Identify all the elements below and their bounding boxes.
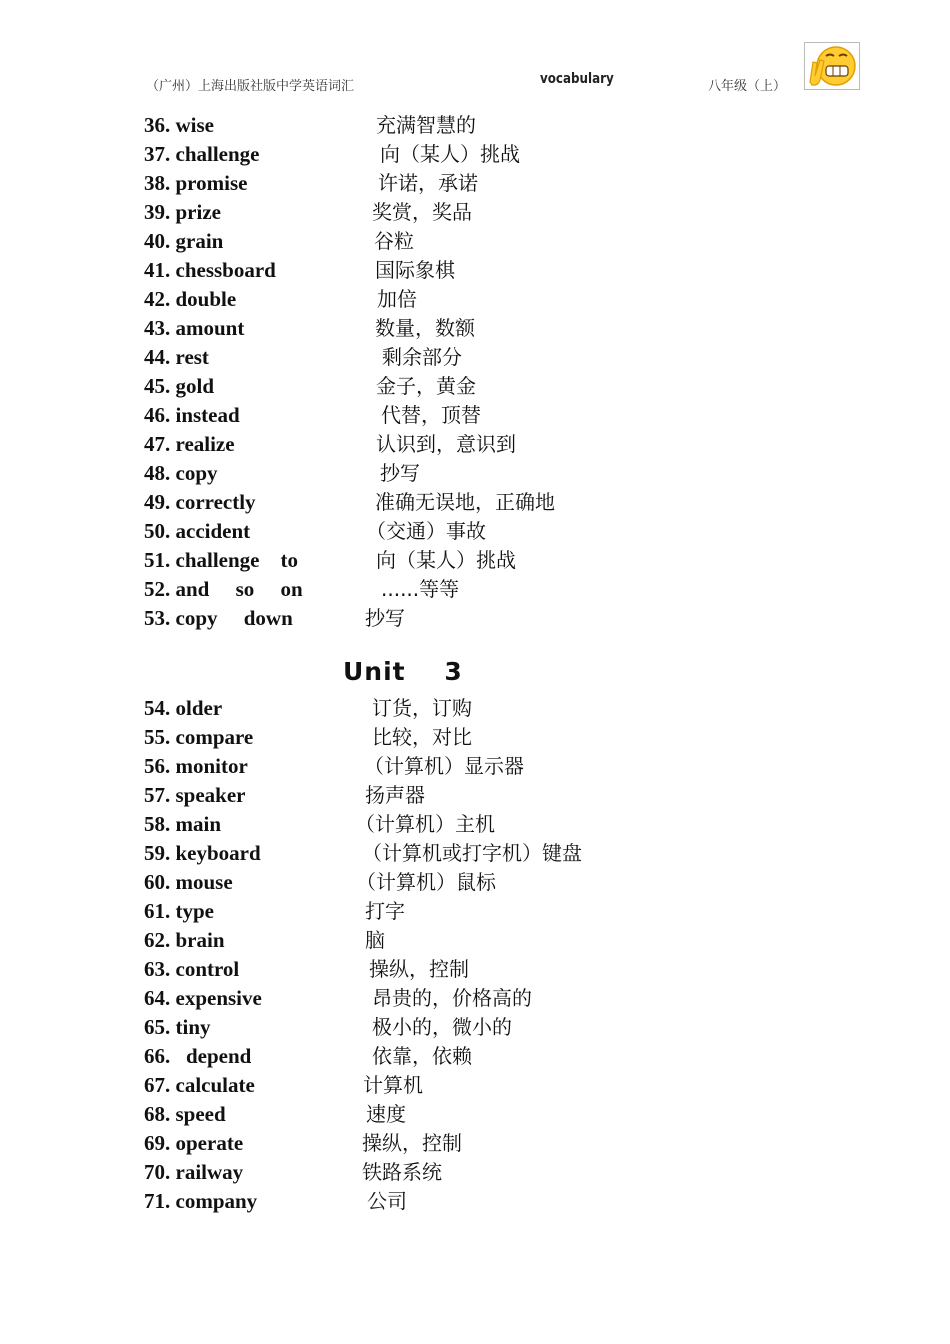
vocab-chinese: 订货，订购 [372, 696, 472, 720]
vocab-english: 58. main [144, 812, 222, 836]
vocab-english: 40. grain [144, 229, 224, 253]
vocab-english: 57. speaker [144, 783, 246, 807]
vocab-row [0, 984, 950, 1013]
vocab-chinese: 扬声器 [365, 783, 425, 807]
vocab-row [0, 343, 950, 372]
vocab-chinese: 奖赏，奖品 [372, 200, 472, 224]
vocab-row [0, 575, 950, 604]
vocab-chinese: 准确无误地，正确地 [375, 490, 555, 514]
vocab-english: 55. compare [144, 725, 254, 749]
vocab-row [0, 955, 950, 984]
vocab-chinese: 铁路系统 [362, 1160, 442, 1184]
vocab-english: 71. company [144, 1189, 258, 1213]
vocab-row [0, 314, 950, 343]
vocab-row [0, 1013, 950, 1042]
vocab-chinese: （交通）事故 [366, 519, 486, 543]
vocab-english: 64. expensive [144, 986, 262, 1010]
vocab-row [0, 488, 950, 517]
vocab-english: 65. tiny [144, 1015, 211, 1039]
vocab-chinese: 金子，黄金 [376, 374, 476, 398]
vocab-row [0, 517, 950, 546]
vocab-chinese: 谷粒 [374, 229, 414, 253]
vocab-row [0, 694, 950, 723]
vocab-english: 62. brain [144, 928, 225, 952]
vocab-english: 48. copy [144, 461, 218, 485]
vocab-row [0, 1158, 950, 1187]
vocab-row [0, 752, 950, 781]
vocab-chinese: （计算机）显示器 [364, 754, 524, 778]
vocab-row [0, 285, 950, 314]
vocab-row [0, 169, 950, 198]
vocab-english: 50. accident [144, 519, 251, 543]
vocab-row [0, 897, 950, 926]
vocab-english: 61. type [144, 899, 214, 923]
vocab-chinese: 充满智慧的 [376, 113, 476, 137]
emoji-peace-sign-icon [804, 42, 860, 90]
vocab-row [0, 810, 950, 839]
vocab-chinese: 剩余部分 [382, 345, 462, 369]
vocab-chinese: 公司 [367, 1189, 407, 1213]
vocab-row [0, 1187, 950, 1216]
vocab-english: 37. challenge [144, 142, 260, 166]
vocab-chinese: 抄写 [365, 606, 405, 630]
vocab-row [0, 256, 950, 285]
vocab-english: 52. and so on [144, 577, 303, 601]
vocab-row [0, 1042, 950, 1071]
vocab-row [0, 140, 950, 169]
vocab-english: 60. mouse [144, 870, 233, 894]
vocab-english: 39. prize [144, 200, 221, 224]
vocab-english: 46. instead [144, 403, 240, 427]
vocab-row [0, 227, 950, 256]
vocab-chinese: （计算机）主机 [355, 812, 495, 836]
vocab-english: 68. speed [144, 1102, 226, 1126]
vocab-english: 56. monitor [144, 754, 248, 778]
vocab-english: 70. railway [144, 1160, 244, 1184]
vocab-english: 47. realize [144, 432, 235, 456]
vocab-row [0, 401, 950, 430]
vocab-chinese: 认识到，意识到 [376, 432, 516, 456]
vocab-english: 63. control [144, 957, 240, 981]
vocab-chinese: ......等等 [381, 577, 460, 601]
vocab-row [0, 430, 950, 459]
vocab-chinese: 昂贵的，价格高的 [372, 986, 532, 1010]
vocab-english: 42. double [144, 287, 237, 311]
header-left-title: （广州）上海出版社版中学英语词汇 [146, 78, 355, 93]
vocab-chinese: 打字 [365, 899, 405, 923]
vocab-row [0, 198, 950, 227]
vocab-chinese: 国际象棋 [375, 258, 455, 282]
unit-heading: Unit 3 [343, 657, 463, 686]
header-center-title: vocabulary [540, 71, 614, 87]
vocab-english: 38. promise [144, 171, 248, 195]
header-grade-label: 八年级（上） [708, 78, 787, 93]
vocab-chinese: 抄写 [380, 461, 420, 485]
vocab-row [0, 604, 950, 633]
vocab-english: 59. keyboard [144, 841, 261, 865]
vocab-chinese: 向（某人）挑战 [380, 142, 520, 166]
vocab-row [0, 839, 950, 868]
vocab-english: 49. correctly [144, 490, 256, 514]
vocab-chinese: 数量，数额 [375, 316, 475, 340]
vocab-chinese: 操纵，控制 [369, 957, 469, 981]
vocab-chinese: 代替，顶替 [381, 403, 481, 427]
vocab-english: 44. rest [144, 345, 209, 369]
vocab-row [0, 868, 950, 897]
vocab-chinese: 脑 [365, 928, 385, 952]
vocab-chinese: （计算机）鼠标 [356, 870, 496, 894]
vocab-row [0, 1129, 950, 1158]
vocab-chinese: 比较，对比 [372, 725, 472, 749]
vocab-chinese: 依靠，依赖 [372, 1044, 472, 1068]
vocab-chinese: 速度 [366, 1102, 406, 1126]
vocab-row [0, 546, 950, 575]
vocab-english: 36. wise [144, 113, 214, 137]
vocab-chinese: 操纵，控制 [362, 1131, 462, 1155]
vocab-english: 54. older [144, 696, 223, 720]
vocab-chinese: 许诺，承诺 [378, 171, 478, 195]
vocab-row [0, 781, 950, 810]
vocab-row [0, 111, 950, 140]
vocab-row [0, 1071, 950, 1100]
vocab-chinese: 加倍 [377, 287, 417, 311]
vocab-english: 43. amount [144, 316, 245, 340]
vocab-chinese: 极小的，微小的 [372, 1015, 512, 1039]
vocab-row [0, 723, 950, 752]
vocab-chinese: （计算机或打字机）键盘 [362, 841, 582, 865]
vocab-chinese: 计算机 [363, 1073, 423, 1097]
vocab-english: 45. gold [144, 374, 215, 398]
vocab-row [0, 1100, 950, 1129]
vocab-english: 53. copy down [144, 606, 293, 630]
vocab-english: 51. challenge to [144, 548, 298, 572]
vocab-row [0, 926, 950, 955]
vocab-row [0, 372, 950, 401]
vocab-english: 41. chessboard [144, 258, 276, 282]
vocab-chinese: 向（某人）挑战 [376, 548, 516, 572]
vocab-english: 66. depend [144, 1044, 252, 1068]
vocab-english: 69. operate [144, 1131, 244, 1155]
vocab-row [0, 459, 950, 488]
vocab-english: 67. calculate [144, 1073, 255, 1097]
